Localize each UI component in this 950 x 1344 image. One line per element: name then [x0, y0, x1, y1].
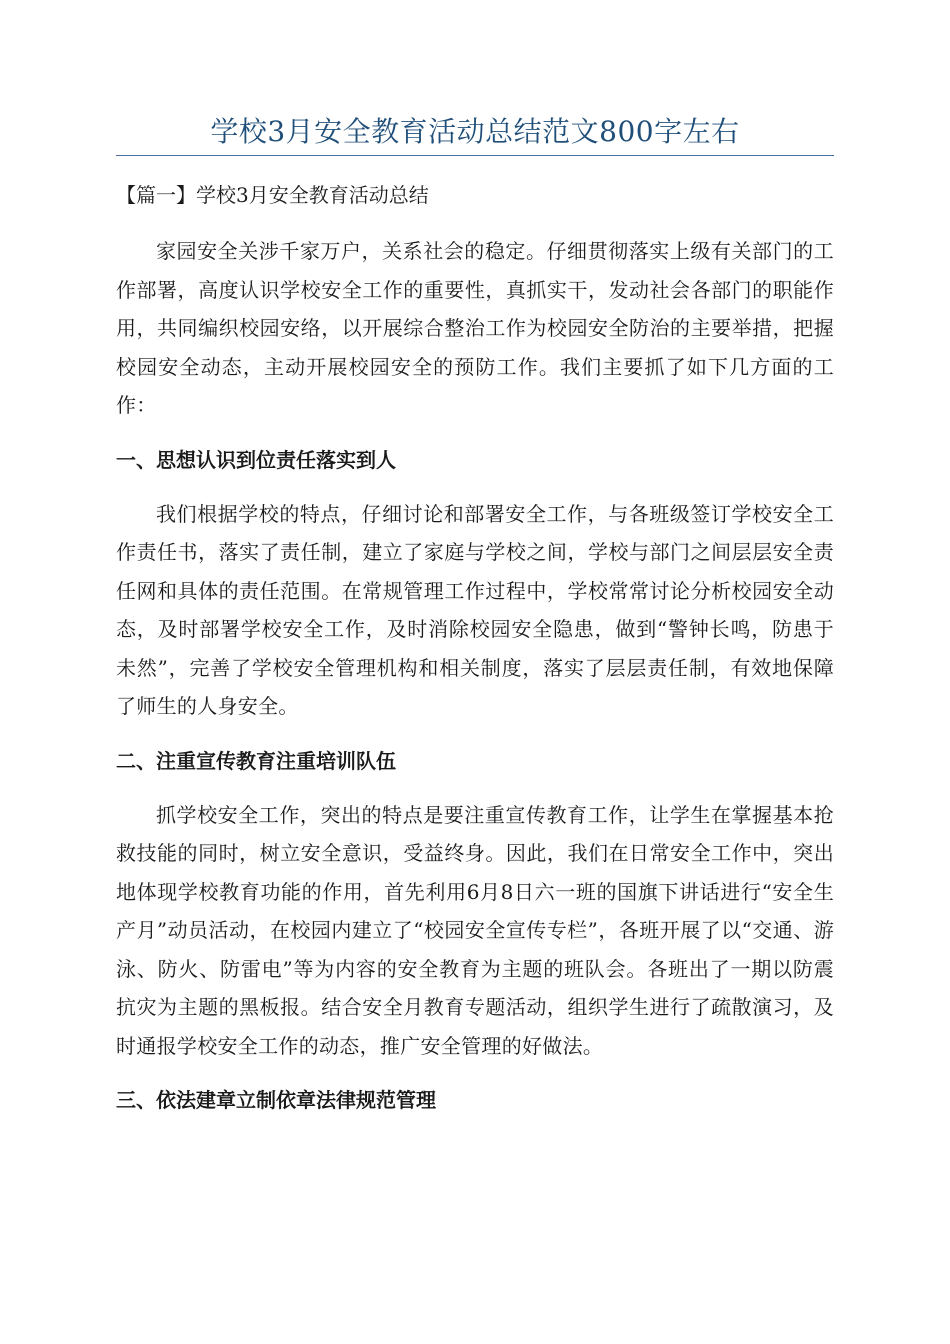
section-heading-2: 二、注重宣传教育注重培训队伍 — [116, 748, 396, 773]
title-underline — [116, 155, 834, 156]
document-body — [116, 176, 834, 1135]
section-body-2: 抓学校安全工作，突出的特点是要注重宣传教育工作，让学生在掌握基本抢救技能的同时，树立安全意识，受益终身。因此，我们在日常安全工作中，突出地体现学校教育功能的作用，首先利用6月8日六一班的国旗下讲话进行“安全生产月”动员活动，在校园内建立了“校园安全宣传专栏”，各班开展了以“交通、游泳、防火、防雷电”等为内容的安全教育为主题的班队会。各班出了一期以防震抗灾为主题的黑板报。结合安全月教育专题活动，组织学生进行了疏散演习，及时通报学校安全工作的动态，推广安全管理的好做法。 — [116, 802, 834, 1058]
section-heading-3: 三、依法建章立制依章法律规范管理 — [116, 1088, 436, 1112]
intro-paragraph: 家园安全关涉千家万户，关系社会的稳定。仔细贯彻落实上级有关部门的工作部署，高度认识学校安全工作的重要性，真抓实干，发动社会各部门的职能作用，共同编织校园安络，以开展综合整治工作为校园安全防治的主要举措，把握校园安全动态，主动开展校园安全的预防工作。我们主要抓了如下几方面的工作： — [116, 239, 834, 417]
section-body-1: 我们根据学校的特点，仔细讨论和部署安全工作，与各班级签订学校安全工作责任书，落实了责任制，建立了家庭与学校之间，学校与部门之间层层安全责任网和具体的责任范围。在常规管理工作过程中，学校常常讨论分析校园安全动态，及时部署学校安全工作，及时消除校园安全隐患，做到“警钟长鸣，防患于未然”，完善了学校安全管理机构和相关制度，落实了层层责任制，有效地保障了师生的人身安全。 — [116, 501, 834, 718]
article-subheading: 【篇一】学校3月安全教育活动总结 — [116, 183, 429, 207]
document-title: 学校3月安全教育活动总结范文800字左右 — [210, 115, 740, 148]
section-heading-1: 一、思想认识到位责任落实到人 — [116, 447, 396, 472]
